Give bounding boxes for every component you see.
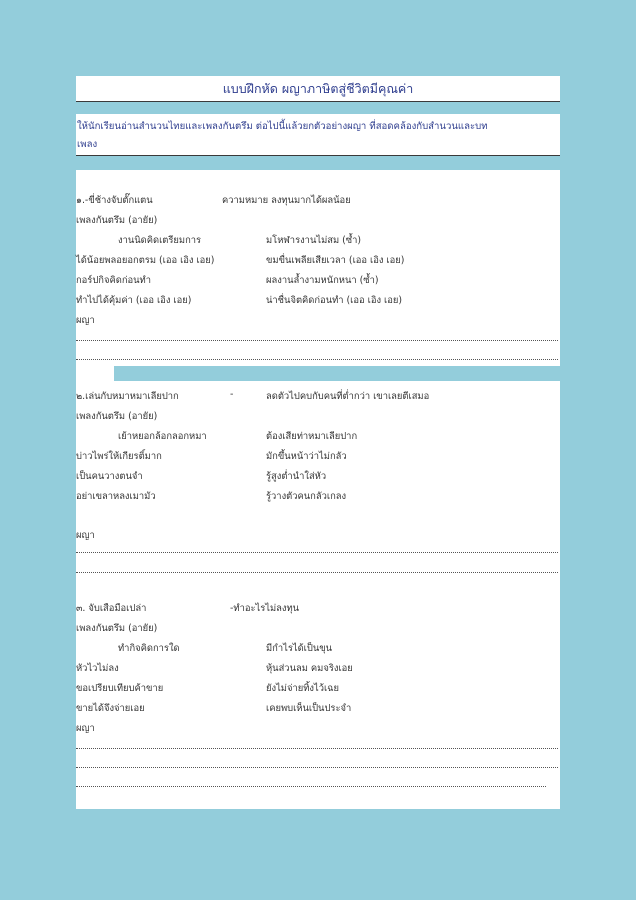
verse-left: ขายได้จึงจ่ายเอย: [76, 703, 145, 714]
idiom-dash: -: [230, 389, 234, 400]
verse-right: ยังไม่จ่ายทิ้งไว้เฉย: [266, 683, 340, 694]
verse-right: มีกำไรได้เป็นขุน: [266, 643, 333, 654]
idiom-text: ๒.เล่นกับหมาหมาเลียปาก: [76, 391, 179, 402]
idiom-text: ๓. จับเสือมือเปล่า: [76, 603, 147, 614]
worksheet-title: แบบฝึกหัด ผญาภาษิตสู่ชีวิตมีคุณค่า: [76, 76, 560, 102]
verse-left: ได้น้อยพลอยอกตรม (เออ เอิง เอย): [76, 255, 215, 266]
exercise-section-1: [76, 170, 560, 366]
verse-left: กอร์ปกิจคิดก่อนทำ: [76, 275, 151, 286]
verse-left: อย่าเขลาหลงเมามัว: [76, 491, 156, 502]
idiom-meaning: -ทำอะไรไม่ลงทุน: [230, 603, 300, 614]
verse-right: ผลงานล้ำงามหนักหนา (ซ้ำ): [266, 275, 379, 286]
verse-right: ขมขื่นเพลียเสียเวลา (เออ เอิง เอย): [266, 255, 405, 266]
answer-line[interactable]: [76, 767, 558, 768]
verse-left: เป็นคนวางตนจำ: [76, 471, 143, 482]
verse-left: ทำกิจคิดการใด: [118, 643, 180, 654]
verse-right: หุ้นส่วนลม คมจริงเอย: [266, 663, 353, 674]
verse-left: ทำไปได้คุ้มค่า (เออ เอิง เอย): [76, 295, 192, 306]
song-label: เพลงกันตรึม (อายัย): [76, 623, 158, 634]
answer-line[interactable]: [76, 552, 558, 553]
verse-left: งานนิดคิดเตรียมการ: [118, 235, 202, 246]
answer-line[interactable]: [76, 340, 558, 341]
verse-left: บ่าวไพร่ให้เกียรติ์มาก: [76, 451, 162, 462]
answer-line[interactable]: [76, 359, 558, 360]
verse-right: น่าชื่นจิตคิดก่อนทำ (เออ เอิง เอย): [266, 295, 403, 306]
answer-line[interactable]: [76, 748, 558, 749]
idiom-line: [76, 193, 153, 208]
verse-left: ขอเปรียบเทียบค้าขาย: [76, 683, 164, 694]
phaya-label: ผญา: [76, 315, 95, 326]
instruction-text-line2: เพลง: [77, 139, 98, 150]
phaya-label: ผญา: [76, 530, 95, 541]
idiom-meaning: ลดตัวไปคบกับคนที่ต่ำกว่า เขาเลยตีเสมอ: [266, 391, 430, 402]
song-label: เพลงกันตรึม (อายัย): [76, 411, 158, 422]
instruction-box: [76, 114, 560, 156]
verse-right: ต้องเสียท่าหมาเลียปาก: [266, 431, 358, 442]
instruction-text-line1: ให้นักเรียนอ่านสำนวนไทยและเพลงกันตรึม ต่อไปนี้แล้วยกตัวอย่างผญา ที่สอดคล้องกับสำนวนและบท: [77, 121, 488, 132]
verse-right: มักขึ้นหน้าว่าไม่กลัว: [266, 451, 347, 462]
verse-left: เย้าหยอกล้อกลอกหมา: [118, 431, 207, 442]
idiom-meaning: ความหมาย ลงทุนมากได้ผลน้อย: [222, 195, 351, 206]
verse-left: หัวไวไม่ลง: [76, 663, 119, 674]
answer-line[interactable]: [76, 786, 546, 787]
exercise-section-2: [76, 366, 560, 578]
answer-line[interactable]: [76, 572, 558, 573]
verse-right: เคยพบเห็นเป็นประจำ: [266, 703, 352, 714]
verse-right: รู้วางตัวคนกลัวเกลง: [266, 491, 347, 502]
song-label: เพลงกันตรึม (อายัย): [76, 215, 158, 226]
verse-right: มโหฬารงานไม่สม (ซ้ำ): [266, 235, 362, 246]
exercise-section-3: [76, 578, 560, 809]
idiom-text: ๑.-ขี่ช้างจับตั๊กแตน: [76, 195, 153, 206]
phaya-label: ผญา: [76, 723, 95, 734]
verse-right: รู้สูงต่ำนำใส่หัว: [266, 471, 327, 482]
